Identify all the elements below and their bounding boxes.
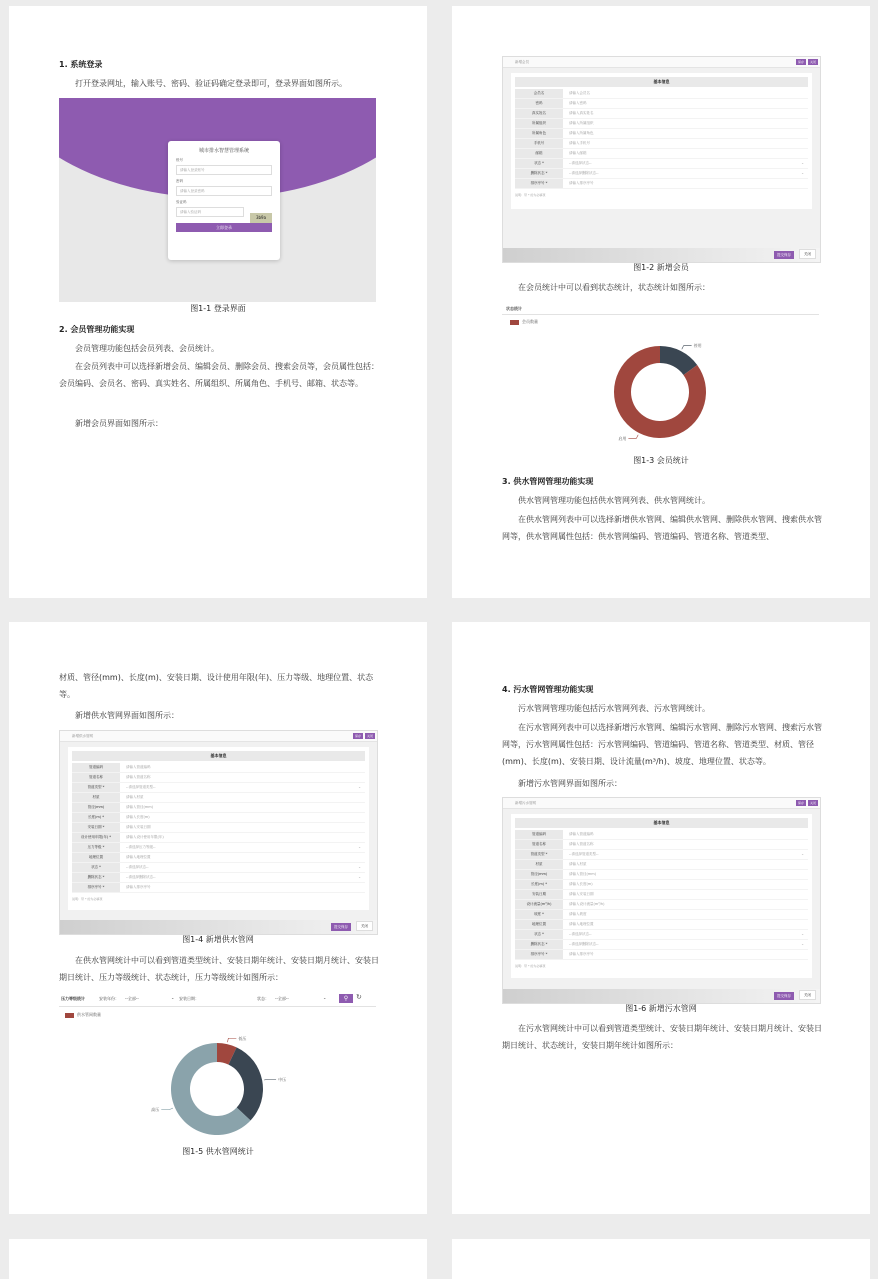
field-input[interactable] xyxy=(120,803,365,812)
field-placeholder: 请输入密码 xyxy=(569,101,587,105)
field-label: 管道编码 xyxy=(515,830,563,839)
figure-caption: 图1-3 会员统计 xyxy=(633,456,689,465)
section-heading-supply: 3. 供水管网管理功能实现 xyxy=(502,477,594,486)
form-titlebar xyxy=(60,731,377,742)
field-placeholder: 请输入材质 xyxy=(569,862,587,866)
document-page-3 xyxy=(9,622,427,1214)
close-tab-button[interactable]: 关闭 xyxy=(366,734,373,738)
field-placeholder: 请输入管径(mm) xyxy=(569,872,597,876)
field-label: 压力等级 * xyxy=(72,843,120,852)
field-input[interactable] xyxy=(563,910,808,919)
chevron-down-icon[interactable]: ⌄ xyxy=(358,865,361,869)
paragraph: 打开登录网址，输入账号、密码、验证码确定登录即可，登录界面如图所示。 xyxy=(75,79,347,88)
field-placeholder: 请输入管道编码 xyxy=(569,832,594,836)
field-input[interactable] xyxy=(563,870,808,879)
field-input[interactable] xyxy=(563,99,808,108)
filter-status-label: 状态： xyxy=(257,996,269,1001)
legend-label: 会员数量 xyxy=(522,319,538,324)
slice-label: 停用 xyxy=(693,343,702,349)
chevron-down-icon[interactable]: ⌄ xyxy=(171,995,175,1000)
form-row xyxy=(72,873,365,883)
field-input[interactable] xyxy=(120,773,365,782)
field-label: 管道名称 xyxy=(72,773,120,782)
paragraph: 新增供水管网界面如图所示： xyxy=(75,711,179,720)
field-placeholder: 请输入设计使用年限(年) xyxy=(126,835,164,839)
account-input[interactable]: 请输入登录账号 xyxy=(176,165,272,175)
pressure-chart-panel xyxy=(59,992,376,1142)
login-title: 城市排水智慧管理系统 xyxy=(198,148,249,154)
submit-button[interactable]: 提交保存 xyxy=(331,923,351,931)
field-label: 地理位置 xyxy=(515,920,563,929)
chevron-down-icon[interactable]: ⌄ xyxy=(323,995,327,1000)
field-label: 所属角色 xyxy=(515,129,563,138)
chevron-down-icon[interactable]: ⌄ xyxy=(801,161,804,165)
figure-caption: 图1-6 新增污水管网 xyxy=(625,1004,697,1013)
field-placeholder: --请选择删除状态-- xyxy=(126,875,156,879)
filter-title: 压力等级统计 xyxy=(61,996,85,1001)
document-page-2 xyxy=(452,6,870,598)
field-placeholder: --请选择管道类型-- xyxy=(126,785,156,789)
field-placeholder: 请输入设计流量(m³/h) xyxy=(569,902,605,906)
form-row xyxy=(515,99,808,109)
field-placeholder: 请输入真实姓名 xyxy=(569,111,594,115)
field-input[interactable] xyxy=(563,89,808,98)
form-row xyxy=(515,880,808,890)
field-input[interactable] xyxy=(563,920,808,929)
paragraph: 材质、管径(mm)、长度(m)、安装日期、设计使用年限(年)、压力等级、地理位置、状态等。 xyxy=(59,673,374,699)
form-row xyxy=(515,950,808,960)
field-input[interactable] xyxy=(120,833,365,842)
field-placeholder: 请输入管道编码 xyxy=(126,765,151,769)
form-row xyxy=(515,149,808,159)
donut-slice-中压 xyxy=(228,1047,263,1120)
form-row xyxy=(515,179,808,189)
slice-label: 启用 xyxy=(618,435,627,441)
field-label: 会员名 xyxy=(515,89,563,98)
save-tab-button[interactable]: 保存 xyxy=(797,801,804,805)
form-row xyxy=(515,109,808,119)
form-footer xyxy=(503,248,820,262)
figure-caption: 图1-5 供水管网统计 xyxy=(182,1147,254,1156)
form-row xyxy=(72,813,365,823)
field-input[interactable] xyxy=(563,900,808,909)
field-input[interactable] xyxy=(563,159,808,168)
code-label: 验证码 xyxy=(176,200,187,204)
field-input[interactable] xyxy=(120,763,365,772)
field-label: 材质 xyxy=(515,860,563,869)
login-screenshot xyxy=(59,98,376,302)
field-input[interactable] xyxy=(120,843,365,852)
account-label: 账号 xyxy=(176,158,183,162)
field-input[interactable] xyxy=(563,890,808,899)
form-row xyxy=(72,783,365,793)
search-icon[interactable]: ⚲ xyxy=(339,994,353,1003)
field-label: 删除状态 * xyxy=(515,940,563,949)
form-body xyxy=(511,814,812,978)
form-row xyxy=(72,803,365,813)
field-input[interactable] xyxy=(563,940,808,949)
field-label: 设计使用年限(年) * xyxy=(72,833,120,842)
field-placeholder: --请选择删除状态-- xyxy=(569,171,599,175)
field-label: 长度(m) * xyxy=(72,813,120,822)
form-note: 说明：带 * 的为必填项 xyxy=(515,964,546,968)
form-footer xyxy=(503,989,820,1003)
field-label: 排序序号 * xyxy=(72,883,120,892)
add-member-screenshot xyxy=(502,56,821,263)
field-label: 长度(m) * xyxy=(515,880,563,889)
field-label: 真实姓名 xyxy=(515,109,563,118)
figure-caption: 图1-2 新增会员 xyxy=(633,263,689,272)
captcha-image[interactable]: 3b9a xyxy=(250,213,272,223)
donut-chart xyxy=(502,302,819,452)
field-label: 删除状态 * xyxy=(515,169,563,178)
document-page-1 xyxy=(9,6,427,598)
field-label: 状态 * xyxy=(72,863,120,872)
field-input[interactable] xyxy=(563,840,808,849)
field-input[interactable] xyxy=(120,793,365,802)
form-body xyxy=(68,747,369,910)
slice-label: 低压 xyxy=(238,1035,247,1041)
field-input[interactable] xyxy=(563,179,808,188)
donut-chart xyxy=(59,992,376,1142)
form-row xyxy=(515,940,808,950)
field-label: 排序序号 * xyxy=(515,179,563,188)
field-input[interactable] xyxy=(563,139,808,148)
field-input[interactable] xyxy=(563,129,808,138)
section-heading-login: 1. 系统登录 xyxy=(59,60,103,69)
filter-year-label: 安装年份： xyxy=(99,996,119,1001)
field-label: 坡度 * xyxy=(515,910,563,919)
document-page-4 xyxy=(452,622,870,1214)
form-row xyxy=(72,853,365,863)
field-input[interactable] xyxy=(563,880,808,889)
add-sewage-pipe-screenshot xyxy=(502,797,821,1004)
field-input[interactable] xyxy=(120,783,365,792)
field-label: 手机号 xyxy=(515,139,563,148)
form-title: 新增污水管网 xyxy=(515,801,536,805)
field-placeholder: 请输入坡度 xyxy=(569,912,587,916)
field-label: 状态 * xyxy=(515,930,563,939)
add-supply-pipe-screenshot xyxy=(59,730,378,935)
member-status-chart xyxy=(502,302,819,452)
field-input[interactable] xyxy=(563,149,808,158)
field-placeholder: --请选择删除状态-- xyxy=(569,942,599,946)
section-heading-sewage: 4. 污水管网管理功能实现 xyxy=(502,685,594,694)
form-row xyxy=(515,159,808,169)
field-placeholder: --请选择压力等级-- xyxy=(126,845,156,849)
form-row xyxy=(515,129,808,139)
slice-label: 中压 xyxy=(278,1076,287,1082)
field-placeholder: 请输入材质 xyxy=(126,795,144,799)
form-row xyxy=(72,833,365,843)
chevron-down-icon[interactable]: ⌄ xyxy=(801,932,804,936)
field-label: 删除状态 * xyxy=(72,873,120,882)
form-row xyxy=(72,883,365,893)
form-rows xyxy=(511,89,812,189)
paragraph: 在供水管网列表中可以选择新增供水管网、编辑供水管网、删除供水管网、搜索供水管网等，供水管网属性包括：供水管网编码、管道编码、管道名称、管道类型、 xyxy=(502,515,822,541)
field-label: 排序序号 * xyxy=(515,950,563,959)
submit-button[interactable]: 提交保存 xyxy=(774,251,794,259)
field-placeholder: 请输入地理位置 xyxy=(126,855,151,859)
field-placeholder: 请输入长度(m) xyxy=(569,882,593,886)
form-row xyxy=(515,850,808,860)
field-input[interactable] xyxy=(120,853,365,862)
field-placeholder: --请选择管道类型-- xyxy=(569,852,599,856)
legend-label: 供水管网数量 xyxy=(77,1012,101,1017)
field-input[interactable] xyxy=(563,950,808,959)
form-row xyxy=(515,89,808,99)
form-section-header: 基本信息 xyxy=(72,751,365,761)
form-row xyxy=(72,863,365,873)
field-placeholder: 请输入管道名称 xyxy=(126,775,151,779)
field-placeholder: 请输入管径(mm) xyxy=(126,805,154,809)
form-row xyxy=(515,870,808,880)
chevron-down-icon[interactable]: ⌄ xyxy=(801,852,804,856)
save-tab-button[interactable]: 保存 xyxy=(797,60,804,64)
form-section-header: 基本信息 xyxy=(515,818,808,828)
paragraph: 新增污水管网界面如图所示： xyxy=(518,779,622,788)
field-placeholder: --请选择状态-- xyxy=(126,865,149,869)
chevron-down-icon[interactable]: ⌄ xyxy=(358,875,361,879)
field-label: 管道类型 * xyxy=(72,783,120,792)
form-row xyxy=(72,773,365,783)
paragraph: 在会员列表中可以选择新增会员、编辑会员、删除会员、搜索会员等，会员属性包括：会员编码、会员名、密码、真实姓名、所属组织、所属角色、手机号、邮箱、状态等。 xyxy=(59,362,379,388)
field-input[interactable] xyxy=(120,813,365,822)
paragraph: 在污水管网列表中可以选择新增污水管网、编辑污水管网、删除污水管网、搜索污水管网等，污水管网属性包括：污水管网编码、管道编码、管道名称、管道类型、材质、管径(mm)、长度(m)、安装日期、设计流量(m³/h)、坡度、地理位置、状态等。 xyxy=(502,723,822,766)
field-input[interactable] xyxy=(563,119,808,128)
field-label: 密码 xyxy=(515,99,563,108)
form-rows xyxy=(511,830,812,960)
form-titlebar xyxy=(503,57,820,68)
field-label: 管道名称 xyxy=(515,840,563,849)
form-body xyxy=(511,73,812,209)
field-placeholder: 请输入管道名称 xyxy=(569,842,594,846)
form-row xyxy=(515,900,808,910)
form-footer xyxy=(60,920,377,934)
paragraph: 在污水管网统计中可以看到管道类型统计、安装日期年统计、安装日期月统计、安装日期日统计、状态统计，安装日期年统计如图所示： xyxy=(502,1024,822,1050)
field-label: 管径(mm) xyxy=(515,870,563,879)
form-row xyxy=(515,840,808,850)
paragraph: 供水管网管理功能包括供水管网列表、供水管网统计。 xyxy=(518,496,710,505)
filter-year-select[interactable]: --全部-- xyxy=(125,996,139,1001)
submit-button[interactable]: 提交保存 xyxy=(774,992,794,1000)
field-input[interactable] xyxy=(563,930,808,939)
field-placeholder: 请输入排序序号 xyxy=(569,181,594,185)
refresh-icon[interactable]: ↻ xyxy=(356,993,362,1001)
form-row xyxy=(515,930,808,940)
form-note: 说明：带 * 的为必填项 xyxy=(72,897,103,901)
form-row xyxy=(515,169,808,179)
paragraph: 污水管网管理功能包括污水管网列表、污水管网统计。 xyxy=(518,704,710,713)
filter-status-select[interactable]: --全部-- xyxy=(275,996,289,1001)
field-label: 状态 * xyxy=(515,159,563,168)
figure-caption: 图1-4 新增供水管网 xyxy=(182,935,254,944)
form-section-header: 基本信息 xyxy=(515,77,808,87)
chart-title: 状态统计 xyxy=(506,306,522,311)
paragraph: 会员管理功能包括会员列表、会员统计。 xyxy=(75,344,219,353)
field-placeholder: 请输入所属角色 xyxy=(569,131,594,135)
form-row xyxy=(72,793,365,803)
label-leader-line xyxy=(227,1038,236,1042)
field-label: 管径(mm) xyxy=(72,803,120,812)
field-input[interactable] xyxy=(120,883,365,892)
form-title: 新增供水管网 xyxy=(72,734,93,738)
field-input[interactable] xyxy=(563,860,808,869)
field-input[interactable] xyxy=(563,850,808,859)
form-note: 说明：带 * 的为必填项 xyxy=(515,193,546,197)
form-row xyxy=(515,830,808,840)
field-label: 安装日期 xyxy=(515,890,563,899)
document-page-6 xyxy=(452,1239,870,1279)
field-placeholder: 请输入排序序号 xyxy=(569,952,594,956)
field-placeholder: 请输入安装日期 xyxy=(569,892,594,896)
form-row xyxy=(515,860,808,870)
form-row xyxy=(72,823,365,833)
close-button[interactable]: 关闭 xyxy=(799,249,816,259)
document-page-5 xyxy=(9,1239,427,1279)
close-button[interactable]: 关闭 xyxy=(356,921,373,931)
field-input[interactable] xyxy=(120,823,365,832)
form-row xyxy=(515,910,808,920)
field-label: 管道编码 xyxy=(72,763,120,772)
field-input[interactable] xyxy=(120,863,365,872)
field-label: 安装日期 * xyxy=(72,823,120,832)
chevron-down-icon[interactable]: ⌄ xyxy=(801,942,804,946)
form-row xyxy=(72,843,365,853)
chevron-down-icon[interactable]: ⌄ xyxy=(358,785,361,789)
form-rows xyxy=(68,763,369,893)
close-button[interactable]: 关闭 xyxy=(799,990,816,1000)
close-tab-button[interactable]: 关闭 xyxy=(809,60,816,64)
label-leader-line xyxy=(628,435,638,439)
field-label: 地理位置 xyxy=(72,853,120,862)
chevron-down-icon[interactable]: ⌄ xyxy=(801,171,804,175)
field-placeholder: 请输入会员名 xyxy=(569,91,590,95)
form-row xyxy=(515,139,808,149)
field-placeholder: 请输入手机号 xyxy=(569,141,590,145)
field-label: 管道类型 * xyxy=(515,850,563,859)
slice-label: 高压 xyxy=(151,1107,160,1113)
section-heading-member: 2. 会员管理功能实现 xyxy=(59,325,135,334)
field-label: 材质 xyxy=(72,793,120,802)
form-row xyxy=(515,119,808,129)
form-row xyxy=(72,763,365,773)
paragraph: 新增会员界面如图所示： xyxy=(75,419,163,428)
field-placeholder: 请输入长度(m) xyxy=(126,815,150,819)
field-placeholder: 请输入所属组织 xyxy=(569,121,594,125)
field-placeholder: 请输入安装日期 xyxy=(126,825,151,829)
field-placeholder: 请输入排序序号 xyxy=(126,885,151,889)
label-leader-line xyxy=(161,1108,173,1110)
field-placeholder: 请输入邮箱 xyxy=(569,151,587,155)
label-leader-line xyxy=(264,1079,276,1080)
figure-caption: 图1-1 登录界面 xyxy=(190,304,246,313)
save-tab-button[interactable]: 保存 xyxy=(354,734,361,738)
code-input[interactable]: 请输入验证码 xyxy=(176,207,244,217)
label-leader-line xyxy=(682,346,692,350)
form-title: 新增会员 xyxy=(515,60,529,64)
password-label: 密码 xyxy=(176,179,183,183)
form-row xyxy=(515,890,808,900)
close-tab-button[interactable]: 关闭 xyxy=(809,801,816,805)
form-row xyxy=(515,920,808,930)
field-placeholder: --请选择状态-- xyxy=(569,161,592,165)
field-input[interactable] xyxy=(563,830,808,839)
paragraph: 在供水管网统计中可以看到管道类型统计、安装日期年统计、安装日期月统计、安装日期日统计、压力等级统计、状态统计，压力等级统计如图所示： xyxy=(59,956,379,982)
field-input[interactable] xyxy=(563,109,808,118)
login-button[interactable]: 立即登录 xyxy=(176,223,272,232)
field-label: 邮箱 xyxy=(515,149,563,158)
form-titlebar xyxy=(503,798,820,809)
paragraph: 在会员统计中可以看到状态统计，状态统计如图所示： xyxy=(518,283,710,292)
field-input[interactable] xyxy=(563,169,808,178)
field-label: 所属组织 xyxy=(515,119,563,128)
field-placeholder: --请选择状态-- xyxy=(569,932,592,936)
password-input[interactable]: 请输入登录密码 xyxy=(176,186,272,196)
field-input[interactable] xyxy=(120,873,365,882)
filter-date-label: 安装日期： xyxy=(179,996,199,1001)
field-label: 设计流量(m³/h) xyxy=(515,900,563,909)
field-placeholder: 请输入地理位置 xyxy=(569,922,594,926)
chevron-down-icon[interactable]: ⌄ xyxy=(358,845,361,849)
login-card xyxy=(168,141,280,260)
